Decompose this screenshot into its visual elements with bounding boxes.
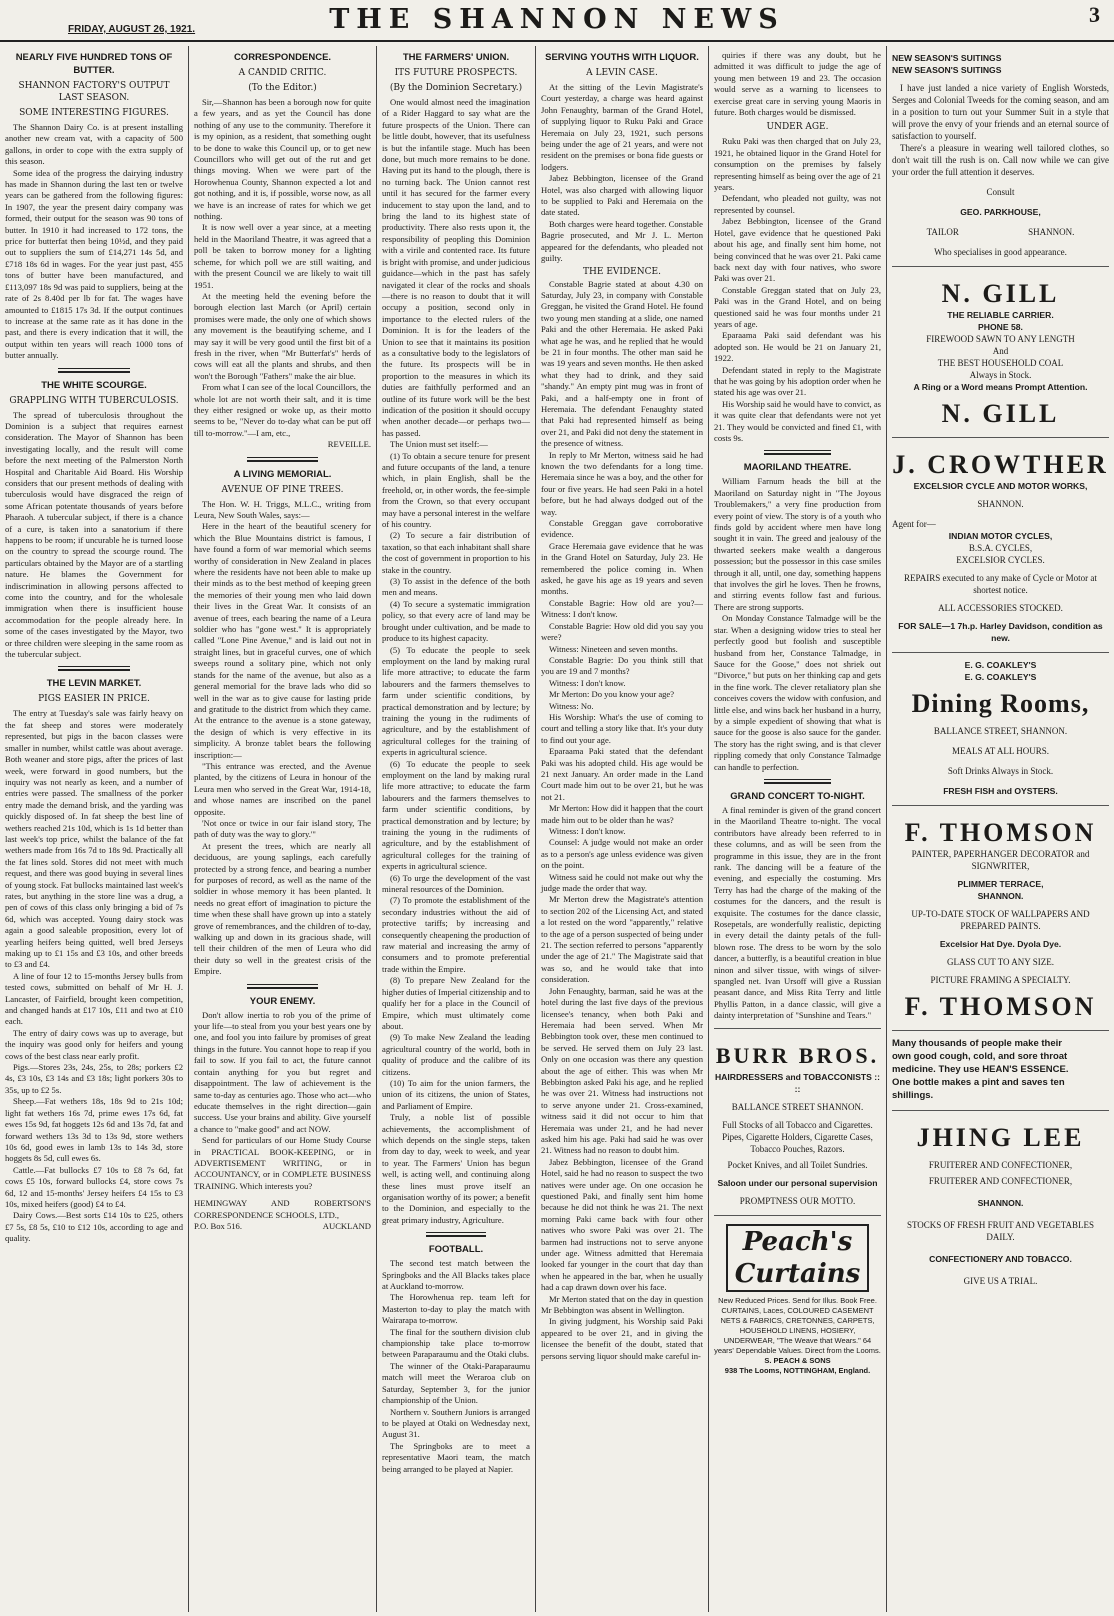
ad-line: SHANNON. bbox=[977, 891, 1024, 901]
paragraph: One would almost need the imagination of a Rider Haggard to say what are the future prospects of the Union. There can be little doubt, however, that its usefulness is but the infantile stage. Much has been done, but much more remains to be done. Having put its hand to the plough, there is no turning back. The Union cannot rest until it has secured for the farmer every inducement to stay upon the land, and to bring the land to its highest state of productivity. There also rests upon it, the responsibility of peopling this Dominion with a virile and contented race. Its future is bright with promise, and under judicious guidance—which in the past has safely navigated it clear of the rocks and shoals—there is no reason to doubt that it will occupy a position, second only in importance to the elected rulers of the Dominion. It is for the leaders of the Union to see that it maintains its position as a consultative body to the legislators of the future. Its prospects will be in proportion to the measures in which its duties are faithfully performed and an outline of its future work will be the best indication of the position it should occupy when another decade—or perhaps two—has passed. bbox=[382, 97, 530, 438]
ad-line: Soft Drinks Always in Stock. bbox=[947, 766, 1054, 776]
ad-line: PHONE 58. bbox=[978, 322, 1023, 332]
ad-line: INDIAN MOTOR CYCLES, bbox=[948, 531, 1053, 541]
paragraph: Constable Bagrie: How old are you?—Witness: I don't know. bbox=[541, 597, 703, 620]
ad-title: J. CROWTHER bbox=[892, 450, 1109, 479]
subheading: UNDER AGE. bbox=[766, 122, 829, 133]
paragraph: Constable Greggan stated that on July 23, Paki was in the Grand Hotel, and on being questioned said he was four months under 21 years of age. bbox=[714, 284, 881, 329]
ad-burr-bros bbox=[714, 1028, 881, 1216]
paragraph: Counsel: A judge would not make an order as to a person's age unless evidence was given on the point. bbox=[541, 837, 703, 871]
paragraph: (9) To make New Zealand the leading agricultural country of the world, both in quality of produce and the calibre of its citizens. bbox=[382, 1032, 530, 1077]
subheading: (To the Editor.) bbox=[248, 83, 317, 93]
paragraph: In reply to Mr Merton, witness said he had known the two defendants for a long time. Heremaia since he was a boy, and the other for four or five years. He had seen Paki in a hotel before, but he had always dodged out of the way. bbox=[541, 449, 703, 517]
subheading: SOME INTERESTING FIGURES. bbox=[19, 108, 169, 118]
ad-peachs-curtains bbox=[714, 1216, 881, 1376]
ornament-rule bbox=[764, 779, 831, 784]
paragraph: At present the trees, which are nearly all deciduous, are young saplings, each carefully protected by a strong fence, and bearing a number for purposes of record, as well as the name of the soldier in whose memory it has been planted. It needs no great effort of imagination to picture the time when these shall have grown up into a stately grove of remembrances, and the children of to-day, walking up and down in its gracious shade, will tell their children of the men of Leura who did their duty so well in the greatest crisis of the Empire. bbox=[194, 840, 371, 977]
headline: YOUR ENEMY. bbox=[249, 995, 316, 1007]
paragraph: In giving judgment, his Worship said Paki appeared to be over 21, and in giving the licensee the benefit of the doubt, stated that persons serving liquor should make careful in- bbox=[541, 1316, 703, 1361]
ad-parkhouse bbox=[892, 46, 1109, 267]
paragraph: Mr Merton drew the Magistrate's attention to section 202 of the Licensing Act, and stated a lot rested on the word "apparently," relative to the age of a person suspected of being under 21. The section referred to persons "apparently under the age of 21." The Magistrate said that was so, and he would take that into consideration. bbox=[541, 894, 703, 985]
paragraph: At the meeting held the evening before the borough election last March (or April) certain promises were made, the only one of which shows any movement is the beautifying scheme, and I may say it will be very good until the first bit of a fresh in the river, when "Mr Butterfat's" herds of cows will eat all the plants and shrubs, and then won't the Borough "Fathers" make the air blue. bbox=[194, 290, 371, 381]
paragraph: From what I can see of the local Councillors, the whole lot are not worth their salt, and it is time they either resigned or woke up, as their motto seems to be, "Never do to-day what can be put off till to-morrow."—I am, etc., bbox=[194, 382, 371, 438]
paragraph: Constable Bagrie stated at about 4.30 on Saturday, July 23, in company with Constable Greggan, he visited the Grand Hotel. He found two young men standing at a slide, one named Paki and the other Heremaia. He asked Paki what age he was, and he replied that he would be 21 in four months. The other man said he was 19 years and seven months. He then asked what they had to drink, and they said "shandy." An empty pint mug was in front of Paki, and a half-empty one in front of Heremaia. The defendant Fenaughty stated that Paki had represented himself as being over 21, and Paki did not deny the statement in the presence of witness. bbox=[541, 278, 703, 449]
paragraph: Dairy Cows.—Best sorts £14 10s to £25, others £7 5s, £8 5s, £10 to £12 10s, according to age and quality. bbox=[5, 1210, 183, 1244]
ad-line: SHANNON. bbox=[977, 499, 1024, 509]
column-2 bbox=[189, 46, 376, 1612]
subheading: AVENUE OF PINE TREES. bbox=[221, 484, 344, 495]
ad-line: BALLANCE STREET, SHANNON. bbox=[933, 726, 1068, 736]
headline: THE WHITE SCOURGE. bbox=[41, 379, 147, 391]
subheading: ITS FUTURE PROSPECTS. bbox=[394, 68, 518, 78]
paragraph: At the sitting of the Levin Magistrate's Court yesterday, a charge was heard against John Fenaughty, barman of the Grand Hotel, of supplying liquor to Ruku Paki and Grace Heremaia on July 23, 1921, such persons being under the age of 21 years, and were not resident on the premises or bona fide guests or lodgers. bbox=[541, 82, 703, 172]
ad-line: A Ring or a Word means Prompt Attention. bbox=[913, 382, 1088, 392]
paragraph: Sir,—Shannon has been a borough now for quite a few years, and as yet the Council has done nothing of any use to the community. Therefore it is my opinion, as a resident, that something ought to be done to wake this Council up, or to get new Councillors who will get out of the rut and get things moving. When we were part of the Horowhenua County, Shannon expected a lot and got nothing, and it is, if possible, worse now, as all we have is an increase of rates for which we get nothing. bbox=[194, 97, 371, 222]
masthead bbox=[0, 0, 1114, 42]
paragraph: On Monday Constance Talmadge will be the star. When a designing widow tries to steal her perfectly good but foolish and susceptible husband from her, Constance Talmadge, in Sauce for the Goose," does not shriek out "Divorce," but puts on her thinking cap and gets in the fine work. The clever retaliatory plan she conceives covers the widow with confusion, and little else, and wins back her husband in a hurry, by a simple expedient of showing that what is sauce for the goose is also sauce for the gander. The story has the right swing, and is that clever rippling comedy that only Constance Talmadge can handle to perfection. bbox=[714, 613, 881, 772]
ad-line: GLASS CUT TO ANY SIZE. bbox=[947, 957, 1054, 967]
ad-line: EXCELSIOR CYCLES. bbox=[956, 555, 1045, 565]
ad-line: Pipes, Cigarette Holders, Cigarette Cases, Tobacco Pouches, Razors. bbox=[722, 1131, 873, 1154]
paragraph: 'Not once or twice in our fair island story, The path of duty was the way to glory.'" bbox=[194, 817, 371, 840]
paragraph: The entry of dairy cows was up to average, but the inquiry was good only for heifers and young cows of the best class near early profit. bbox=[5, 1027, 183, 1061]
column-5 bbox=[709, 46, 886, 1612]
paragraph: The entry at Tuesday's sale was fairly heavy on the fat sheep and stores were moderately represented, but pigs in the bacon classes were smaller in number, whilst cattle was about average. Both weaner and store pigs, after the prices of last week, were forward in good numbers, but the inquiry was not nearly as keen, and a number of entries were passed. The smallness of the porker entry made the demand brisk, and the yarding was quickly disposed of. In fat sheep the best line of wethers reached 21s 10d, which is 1s 1d better than last week's top price, whilst the balance of the fat wethers made from 16s 7d to 18s 9d. Practically all the fat lines sold. Stores did not meet with much request, and there was good buying in several lines of young stock. Fat bullocks maintained last week's rates, but anything in the store line was a drug, a pen of cows of this class only bringing a bid of 7s 6d, which was accepted. Young dairy stock was again a good saleable proposition, every lot of yearling heifers being quitted, well bred Jerseys making up to £1 15s and £3 10s, and other breeds to £3 and £4. bbox=[5, 708, 183, 970]
paragraph: Truly, a noble list of possible achievements, the accomplishment of which depends on the single steps, taken from day to day, week to week, and year to year. The Farmers' Union has begun well, is acting well, and continuing along these lines must prove itself an organisation worthy of its power; a benefit to the Dominion, and especially to the great primary industry, Agriculture. bbox=[382, 1112, 530, 1225]
ad-line: HAIRDRESSERS and TOBACCONISTS :: :: bbox=[714, 1071, 881, 1094]
paragraph: (6) To educate the people to seek employment on the land by making rural life more attractive; to educate the farm labourers and the farmers themselves to farm under scientific conditions, by practical demonstration and by lecture; by training the young in the rudiments of agriculture, and by the establishment of agricultural colleges for the training of experts in agricultural science. bbox=[382, 758, 530, 872]
subheading: (By the Dominion Secretary.) bbox=[389, 83, 523, 93]
paragraph: Don't allow inertia to rob you of the prime of your life—to steal from you your best years one by one, and fool you into failure by promises of great things in the future. You cannot hope to reap if you fail to sow. If you fail to act, the future cannot contain anything for you but regret and disappointment. The law of achievement is the same to-day as centuries ago. Those who act—who educate themselves in the right direction—gain success. Use your brains and ability. Give yourself a chance to "make good" and act NOW. bbox=[194, 1009, 371, 1134]
ad-title: F. THOMSON bbox=[904, 992, 1097, 1021]
paragraph: "This entrance was erected, and the Avenue planted, by the citizens of Leura in honour of the Leura men who served in the Great War, 1914-18, and whose names are inscribed on the panel opposite. bbox=[194, 760, 371, 817]
ad-line: FRESH FISH and OYSTERS. bbox=[943, 786, 1058, 796]
ad-line: FIREWOOD SAWN TO ANY LENGTH bbox=[926, 334, 1075, 344]
paragraph: John Fenaughty, barman, said he was at the hotel during the last five days of the previous licensee's tenancy, when both Paki and Heremaia had been served. When Mr Bebbington took over, these men continued to be served. He served them on July 23 last. Only on one occasion was there any question about the age of either. This was when Mr Bebbington asked Paki his age, and he replied he was over 21. Witness had instructions not to serve anyone under 21. Cross-examined, witness said it did not occur to him that Heremaia was under 21, and he had never asked him his age. Paki had said he was over 21. Witness had no reason to doubt him. bbox=[541, 985, 703, 1156]
ad-line: FRUITERER AND CONFECTIONER, bbox=[928, 1160, 1073, 1170]
headline: CORRESPONDENCE. bbox=[233, 52, 332, 63]
paragraph: Mr Merton: How did it happen that the court made him out to be older than he was? bbox=[541, 803, 703, 825]
headline: SERVING YOUTHS WITH LIQUOR. bbox=[545, 52, 699, 63]
paragraph: Witness: No. bbox=[549, 700, 594, 711]
ad-line: Saloon under our personal supervision bbox=[717, 1177, 878, 1188]
ad-heading: NEW SEASON'S SUITINGS bbox=[892, 53, 1002, 63]
paragraph: A line of four 12 to 15-months Jersey bulls from tested cows, submitted on behalf of Mr H. J. Lancaster, of Fairfield, brought keen competition, and changed hands at £17 10s, £11 and two at £10 each. bbox=[5, 970, 183, 1027]
paragraph: Pigs.—Stores 23s, 24s, 25s, to 28s; porkers £2 4s, £3 10s, £3 14s and £3 18s; light porkers 30s to 35s, up to £2 5s. bbox=[5, 1062, 183, 1095]
ad-jhing-lee bbox=[892, 1111, 1109, 1287]
paragraph: William Farnum heads the bill at the Maoriland on Saturday night in "The Joyous Troublemakers," a very fine production from every point of view. The story is of a youth who finds gold by accident where men have long sought it in vain. The greed and jealousy of the thwarted seekers make wealth a dangerous possession; but the possessor in this case smiles through it all, until, one day, something happens that involves the girl he loves. Then he frowns, and stirring events follow fast and furious. There are strong supports. bbox=[714, 476, 881, 612]
paragraph: His Worship said he would have to convict, as it was quite clear that defendants were not yet 21. They would be convicted and fined £1, with costs 9s. bbox=[714, 398, 881, 443]
ad-line: PICTURE FRAMING A SPECIALTY. bbox=[930, 975, 1071, 985]
ad-paragraph: There's a pleasure in wearing well tailored clothes, so don't wait till the rush is on. Call now while we can give your order the full attention it deserves. bbox=[892, 143, 1109, 177]
ad-line: Always in Stock. bbox=[969, 370, 1032, 380]
paragraph: Some idea of the progress the dairying industry has made in Shannon during the last ten or twelve years can be gathered from the following figures: In 1907, the year the present dairy company was formed, their output for the season was 90 tons of butter. In 1910 it had increased to 172 tons, the price for butterfat then being 10½d, and they paid out to suppliers the sum of £14,271 14s 5d, and £718 18s 6d in wages. For the year just past, 455 tons of butter have been manufactured, and £113,097 18s 9d was paid to suppliers, being at the rate of 2s 8.40d per lb for fat. The wages have amounted to £1815 17s 3d. If the output continues to increase at the same rate as it has done in the past, and there is every indication that it will, the output within ten years will reach 1000 tons of butter annually. bbox=[5, 167, 183, 361]
paragraph: Constable Bagrie: How old did you say you were? bbox=[541, 620, 703, 643]
advertiser-name: HEMINGWAY AND ROBERTSON'S CORRESPONDENCE SCHOOLS, LTD., bbox=[194, 1198, 371, 1220]
ad-line: GEO. PARKHOUSE, bbox=[960, 207, 1041, 217]
ad-line: Consult bbox=[986, 187, 1015, 197]
paragraph: Eparaama Paki stated that the defendant Paki was his adopted child. His age would be 21 next January. An order made in the Land Court made him out to be over 21, but he was not 21. bbox=[541, 746, 703, 802]
paragraph: Defendant stated in reply to the Magistrate that he was going by his adoption order when he stated his age was over 21. bbox=[714, 364, 881, 398]
paragraph: (2) To secure a fair distribution of taxation, so that each inhabitant shall share the cost of government in proportion to his stake in the country. bbox=[382, 530, 530, 575]
ad-title: JHING LEE bbox=[916, 1123, 1085, 1152]
paragraph: Witness: I don't know. bbox=[549, 677, 626, 688]
ad-paragraph: Many thousands of people make their own good cough, cold, and sore throat medicine. They use HEAN'S ESSENCE. One bottle makes a pint and saves ten shillings. bbox=[892, 1038, 1069, 1101]
ad-line: S. PEACH & SONS bbox=[764, 1355, 831, 1365]
subheading: SHANNON FACTORY'S OUTPUT LAST SEASON. bbox=[18, 81, 170, 103]
ad-title: F. THOMSON bbox=[904, 818, 1097, 847]
paragraph: Witness: I don't know. bbox=[549, 826, 626, 836]
paragraph: Cattle.—Fat bullocks £7 10s to £8 7s 6d, fat cows £5 10s, forward bullocks £4, store cows 7s 6d, 12 and 15-months' Jersey heifers £4 15s to £3 10s, mixed heifers (good) £4 to £4. bbox=[5, 1164, 183, 1209]
paragraph: It is now well over a year since, at a meeting held in the Maoriland Theatre, it was agreed that a poll be taken to borrow money for a lighting scheme, for which poll we are still waiting, and with the present Council we are likely to wait till 1951. bbox=[194, 222, 371, 290]
paragraph: Here in the heart of the beautiful scenery for which the Blue Mountains district is famous, I have found a form of war memorial which seems worthy of consideration in New Zealand in places where the residents have not been able to make up their minds as to the best method of keeping green the memories of their young men who laid down their lives in the Great War. It consists of an avenue of trees, each bearing the name of a Leura soldier who has "gone west." It is appropriately called "Lone Pine Avenue," and is laid out not in straight lines, but in graceful curves, one of which sweeps round a solitary pine, which not only stands for the name of the avenue, but also as a general memorial for the brave lads who did so well in the war as to give cause for lasting pride and gratitude to the district from which they came. At the entrance to the avenue is a stone gateway, the design of which is very effective in its simplicity. A bronze tablet bears the following inscription:— bbox=[194, 521, 371, 760]
ad-coakley bbox=[892, 653, 1109, 806]
paragraph: Constable Greggan gave corroborative evidence. bbox=[541, 518, 703, 540]
ad-line: Pocket Knives, and all Toilet Sundries. bbox=[727, 1159, 868, 1170]
paragraph: Mr Merton stated that on the day in question Mr Bebbington was absent in Wellington. bbox=[541, 1293, 703, 1316]
subheading: THE EVIDENCE. bbox=[583, 266, 661, 277]
paragraph: (1) To obtain a secure tenure for present and future occupants of the land, a tenure which, in plain English, shall be the freehold, or, in other words, the fee-simple from the Crown, so that every occupant may have a personal interest in the welfare of his country. bbox=[382, 450, 530, 530]
paragraph: The second test match between the Springboks and the All Blacks takes place at Auckland to-morrow. bbox=[382, 1258, 530, 1292]
paragraph: Witness: Nineteen and seven months. bbox=[549, 643, 678, 654]
column-4 bbox=[536, 46, 708, 1612]
headline: GRAND CONCERT TO-NIGHT. bbox=[730, 790, 865, 802]
ad-line: PROMPTNESS OUR MOTTO. bbox=[739, 1195, 856, 1206]
subheading: A CANDID CRITIC. bbox=[238, 68, 327, 78]
paragraph: His Worship: What's the use of coming to court and telling a story like that. It's your duty to find out your age. bbox=[541, 711, 703, 745]
headline: MAORILAND THEATRE. bbox=[743, 462, 852, 474]
column-1 bbox=[0, 46, 188, 1612]
po-box: P.O. Box 516. bbox=[194, 1220, 242, 1231]
ad-thomson bbox=[892, 806, 1109, 1031]
ad-line bbox=[892, 226, 1109, 238]
ad-line: EXCELSIOR CYCLE AND MOTOR WORKS, bbox=[913, 481, 1088, 491]
paragraph: (8) To prepare New Zealand for the higher duties of Imperial citizenship and to qualify her for a place in the Council of Empire, which must ultimately come about. bbox=[382, 975, 530, 1031]
paragraph: Eparaama Paki said defendant was his adopted son. He would be 21 on January 21, 1922. bbox=[714, 330, 881, 364]
paragraph: The Union must set itself:— bbox=[390, 439, 488, 450]
ad-line: REPAIRS executed to any make of Cycle or Motor at shortest notice. bbox=[904, 573, 1097, 595]
ad-line: Full Stocks of all Tobacco and Cigarettes. bbox=[722, 1119, 873, 1130]
ornament-rule bbox=[247, 984, 318, 989]
ad-line: E. G. COAKLEY'S bbox=[964, 672, 1037, 682]
paragraph: Send for particulars of our Home Study Course in PRACTICAL BOOK-KEEPING, or in ADVERTISEMENT WRITING, or in ACCOUNTANCY, or in COMPLETE BUSINESS TRAINING. Which interests you? bbox=[194, 1135, 371, 1191]
ad-line: New Reduced Prices. Send for Illus. Book Free. CURTAINS, Laces, COLOURED CASEMENT NETS & FABRICS, CRETONNES, CARPETS, HOUSEHOLD LINENS, HOSIERY, UNDERWEAR, "The Weave that Wears." 64 years' Dependable Values. Direct from the Looms. bbox=[714, 1295, 881, 1355]
ad-line: SHANNON. bbox=[977, 1198, 1024, 1208]
ad-trade: TAILOR bbox=[926, 227, 959, 237]
ad-line: PAINTER, PAPERHANGER DECORATOR and SIGNWRITER, bbox=[911, 849, 1090, 871]
paragraph: Ruku Paki was then charged that on July 23, 1921, he obtained liquor in the Grand Hotel for consumption on the premises by falsely representing himself as being over the age of 21 years. bbox=[714, 136, 881, 193]
ad-line: MEALS AT ALL HOURS. bbox=[951, 746, 1049, 756]
paragraph: (10) To aim for the union farmers, the union of its citizens, the union of States, and Parliament of Empire. bbox=[382, 1077, 530, 1111]
ad-title: N. GILL bbox=[941, 279, 1060, 308]
ad-line: ALL ACCESSORIES STOCKED. bbox=[938, 603, 1063, 613]
ad-line: 938 The Looms, NOTTINGHAM, England. bbox=[724, 1365, 871, 1375]
signature: REVEILLE. bbox=[327, 439, 371, 450]
city: AUCKLAND bbox=[322, 1220, 371, 1231]
ad-line: UP-TO-DATE STOCK OF WALLPAPERS AND PREPARED PAINTS. bbox=[911, 909, 1090, 931]
paragraph: Jabez Bebbington, licensee of the Grand Hotel, gave evidence that he questioned Paki about his age, and finally sent him home, not being convinced that he was over 21. Paki came back next day with four natives, who swore Paki was over 21. bbox=[714, 216, 881, 284]
ad-heading: NEW SEASON'S SUITINGS bbox=[892, 65, 1002, 75]
column-6 bbox=[887, 46, 1114, 1612]
ad-title: Peach's Curtains bbox=[726, 1224, 869, 1292]
headline: THE LEVIN MARKET. bbox=[46, 678, 142, 690]
subheading: PIGS EASIER IN PRICE. bbox=[38, 694, 150, 705]
paragraph: (3) To assist in the defence of the both men and means. bbox=[382, 576, 530, 598]
ad-title: BURR BROS. bbox=[715, 1042, 880, 1068]
paragraph: Witness said he could not make out why the judge made the order that way. bbox=[541, 871, 703, 894]
ad-gill bbox=[892, 267, 1109, 438]
ornament-rule bbox=[58, 368, 129, 373]
newspaper-title: THE SHANNON NEWS bbox=[329, 4, 785, 35]
headline: FOOTBALL. bbox=[428, 1244, 484, 1256]
paragraph: The final for the southern division club championship take place to-morrow between Paraparaumu and the Otaki clubs. bbox=[382, 1326, 530, 1360]
paragraph: The Hon. W. H. Triggs, M.L.C., writing from Leura, New South Wales, says:— bbox=[194, 498, 371, 520]
ornament-rule bbox=[426, 1232, 485, 1237]
paragraph: The Shannon Dairy Co. is at present installing another new cream vat, with a capacity of 500 gallons, in order to cope with the extra supply of this season. bbox=[5, 122, 183, 167]
ad-title: N. GILL bbox=[941, 399, 1060, 428]
ornament-rule bbox=[247, 457, 318, 462]
column-3 bbox=[377, 46, 535, 1612]
paragraph: Jabez Bebbington, licensee of the Grand Hotel, was also charged with allowing liquor to be supplied to Paki and Heremaia on the date stated. bbox=[541, 173, 703, 218]
paragraph: Defendant, who pleaded not guilty, was not represented by counsel. bbox=[714, 193, 881, 215]
ad-line: CONFECTIONERY AND TOBACCO. bbox=[929, 1254, 1072, 1264]
ad-line: And bbox=[992, 346, 1009, 356]
paragraph: (7) To promote the establishment of the secondary industries without the aid of protective tariffs; by increasing and consequently cheapening the production of raw material and increasing the army of consumers and to promote preferential trade within the Empire. bbox=[382, 895, 530, 974]
paragraph: (6) To urge the development of the vast mineral resources of the Dominion. bbox=[382, 872, 530, 895]
ad-line: Excelsior Hat Dye. Dyola Dye. bbox=[939, 939, 1062, 949]
ad-paragraph: I have just landed a nice variety of English Worsteds, Serges and Colonial Tweeds for the coming season, and am in a position to turn out your Summer Suit in a style that will prove the envy of your friends and an eternal source of satisfaction to yourself. bbox=[892, 83, 1109, 141]
ad-line: BALLANCE STREET SHANNON. bbox=[731, 1101, 864, 1112]
advertiser-address bbox=[194, 1221, 371, 1232]
ad-line: FRUITERER AND CONFECTIONER, bbox=[928, 1176, 1073, 1186]
paragraph: Both charges were heard together. Constable Bagrie prosecuted, and Mr J. L. Merton appeared for the defendants, who pleaded not guilty. bbox=[541, 218, 703, 264]
ad-line: Agent for— bbox=[892, 519, 936, 529]
paragraph: Grace Heremaia gave evidence that he was in the Grand Hotel on Saturday, July 23. He remembered the police coming in. When asked, he gave his age as 19 years and seven months. bbox=[541, 540, 703, 597]
paragraph: Jabez Bebbington, licensee of the Grand Hotel, said he had no reason to suspect the two natives were under age. On one occasion he questioned Paki, and finally sent him home because he did not think he was 21. The next morning Paki came back with four other natives who swore Paki was over 21. The barmen had instructions not to serve anyone under age. Witness admitted that Heremaia looked far younger in the court that day than when he appeared in the bar, when he usually had a cap drawn down over his face. bbox=[541, 1156, 703, 1293]
issue-date: FRIDAY, AUGUST 26, 1921. bbox=[68, 24, 196, 35]
paragraph: quiries if there was any doubt, but he admitted it was difficult to judge the age of young men between 19 and 23. The occasion would serve as a warning to licensees to exercise great care in serving young Maoris in future. Both charges would be dismissed. bbox=[714, 50, 881, 118]
paragraph: (4) To secure a systematic immigration policy, so that every acre of land may be brought under cultivation, and be made to produce to its highest capacity. bbox=[382, 598, 530, 644]
ornament-rule bbox=[764, 450, 831, 455]
ad-crowther bbox=[892, 438, 1109, 653]
ad-town: SHANNON. bbox=[1028, 227, 1075, 237]
ad-line: Who specialises in good appearance. bbox=[934, 247, 1067, 257]
page-number: 3 bbox=[1089, 2, 1100, 27]
paragraph: The spread of tuberculosis throughout the Dominion is a subject that requires earnest consideration. The Mayor of Shannon has been investigating locally, and the result will come before the next meeting of the Palmerston North Hospital and Charitable Aid Board. His Worship considers that our present methods of dealing with tuberculosis would have disgraced the reign of some African potentate thousands of years before Pharaoh. A tubercular subject, if there is a chance of a cure, is taken into a sanatorium if there happens to be room; if uncurable he is turned loose on the country to spread the scourge round. The particulars obtained by the Mayor are of a startling nature. He blames the Government for indiscrimination in allowing persons affected to come into the country, and for the wholesale immigration when there is insufficient house accommodation for the people already here. In some of the cases investigated by the Mayor, two or three children were sleeping in the same room as the tubercular subject. bbox=[5, 409, 183, 660]
ad-line: E. G. COAKLEY'S bbox=[964, 660, 1037, 670]
headline: NEARLY FIVE HUNDRED TONS OF BUTTER. bbox=[15, 52, 173, 76]
ad-line: GIVE US A TRIAL. bbox=[963, 1276, 1038, 1286]
paragraph: The winner of the Otaki-Paraparaumu match will meet the Weraroa club on Saturday, September 3, for the junior championship of the Union. bbox=[382, 1360, 530, 1406]
ornament-rule bbox=[58, 666, 129, 671]
subheading: GRAPPLING WITH TUBERCULOSIS. bbox=[9, 395, 179, 406]
ad-line: PLIMMER TERRACE, bbox=[957, 879, 1044, 889]
paragraph: Mr Merton: Do you know your age? bbox=[549, 689, 675, 700]
paragraph: (5) To educate the people to seek employment on the land by making rural life more attractive; to educate the farm labourers and the farmers themselves to farm under scientific conditions, by practical demonstration and by lecture; by training the young in the rudiments of agriculture, and by the establishment of agricultural colleges for the training of experts in agricultural science. bbox=[382, 644, 530, 758]
paragraph: A final reminder is given of the grand concert in the Maoriland Theatre to-night. The vocal contributors have already been referred to in these columns, and as will be seen from the programme in this issue, they are in the front rank. The dancing will be a feature of the evening, and especially the costuming. Mrs Terry has had the charge of the making of the costumes for the dancers, and the result is exquisite. The costumes for the dance classic, Rosepetals, are wonderfully realistic, depicting in every detail the dainty petals of the full-blown rose. The dress to be worn by the solo dancer, a butterfly, is a beautiful creation in blue ninon and silver tissue, with wings of silver-spangled net. Ivan Ursoff will give a Russian peasant dance, and Miss Rita Terry and little Phyllis Patton, in a dance classic, will give a dainty interpretation of "Sunshine and Tears." bbox=[714, 804, 881, 1021]
subheading: A LEVIN CASE. bbox=[586, 68, 658, 78]
ad-title: Dining Rooms, bbox=[911, 689, 1090, 718]
paragraph: Sheep.—Fat wethers 18s, 18s 9d to 21s 10d; light fat wethers 16s 7d, prime ewes 17s 6d, fat ewes 15s 9d, fat hoggets 12s 6d and 13s 7d, fat and forward wethers 13s 3d to 13s 9d, store wethers 10s 6d, good ewes in lamb 13s to 14s 3d, store hoggets 8s 5d, cull ewes 6s. bbox=[5, 1096, 183, 1164]
ad-line: THE BEST HOUSEHOLD COAL bbox=[937, 358, 1064, 368]
headline: THE FARMERS' UNION. bbox=[402, 52, 510, 63]
paragraph: Constable Bagrie: Do you think still that you are 19 and 7 months? bbox=[541, 654, 703, 677]
ad-heans-essence bbox=[892, 1031, 1109, 1111]
ad-line: FOR SALE—1 7h.p. Harley Davidson, condition as new. bbox=[898, 621, 1103, 643]
paragraph: Northern v. Southern Juniors is arranged to be played at Otaki on Wednesday next, August 31. bbox=[382, 1406, 530, 1440]
ad-line: B.S.A. CYCLES, bbox=[968, 543, 1033, 553]
paragraph: The Springboks are to meet a representative Maori team, the match being arranged to be played at Napier. bbox=[382, 1440, 530, 1474]
headline: A LIVING MEMORIAL. bbox=[233, 468, 332, 480]
paragraph: The Horowhenua rep. team left for Masterton to-day to play the match with Wairarapa to-morrow. bbox=[382, 1292, 530, 1326]
ad-line: STOCKS OF FRESH FRUIT AND VEGETABLES DAILY. bbox=[906, 1220, 1095, 1242]
ad-line: THE RELIABLE CARRIER. bbox=[947, 310, 1054, 320]
